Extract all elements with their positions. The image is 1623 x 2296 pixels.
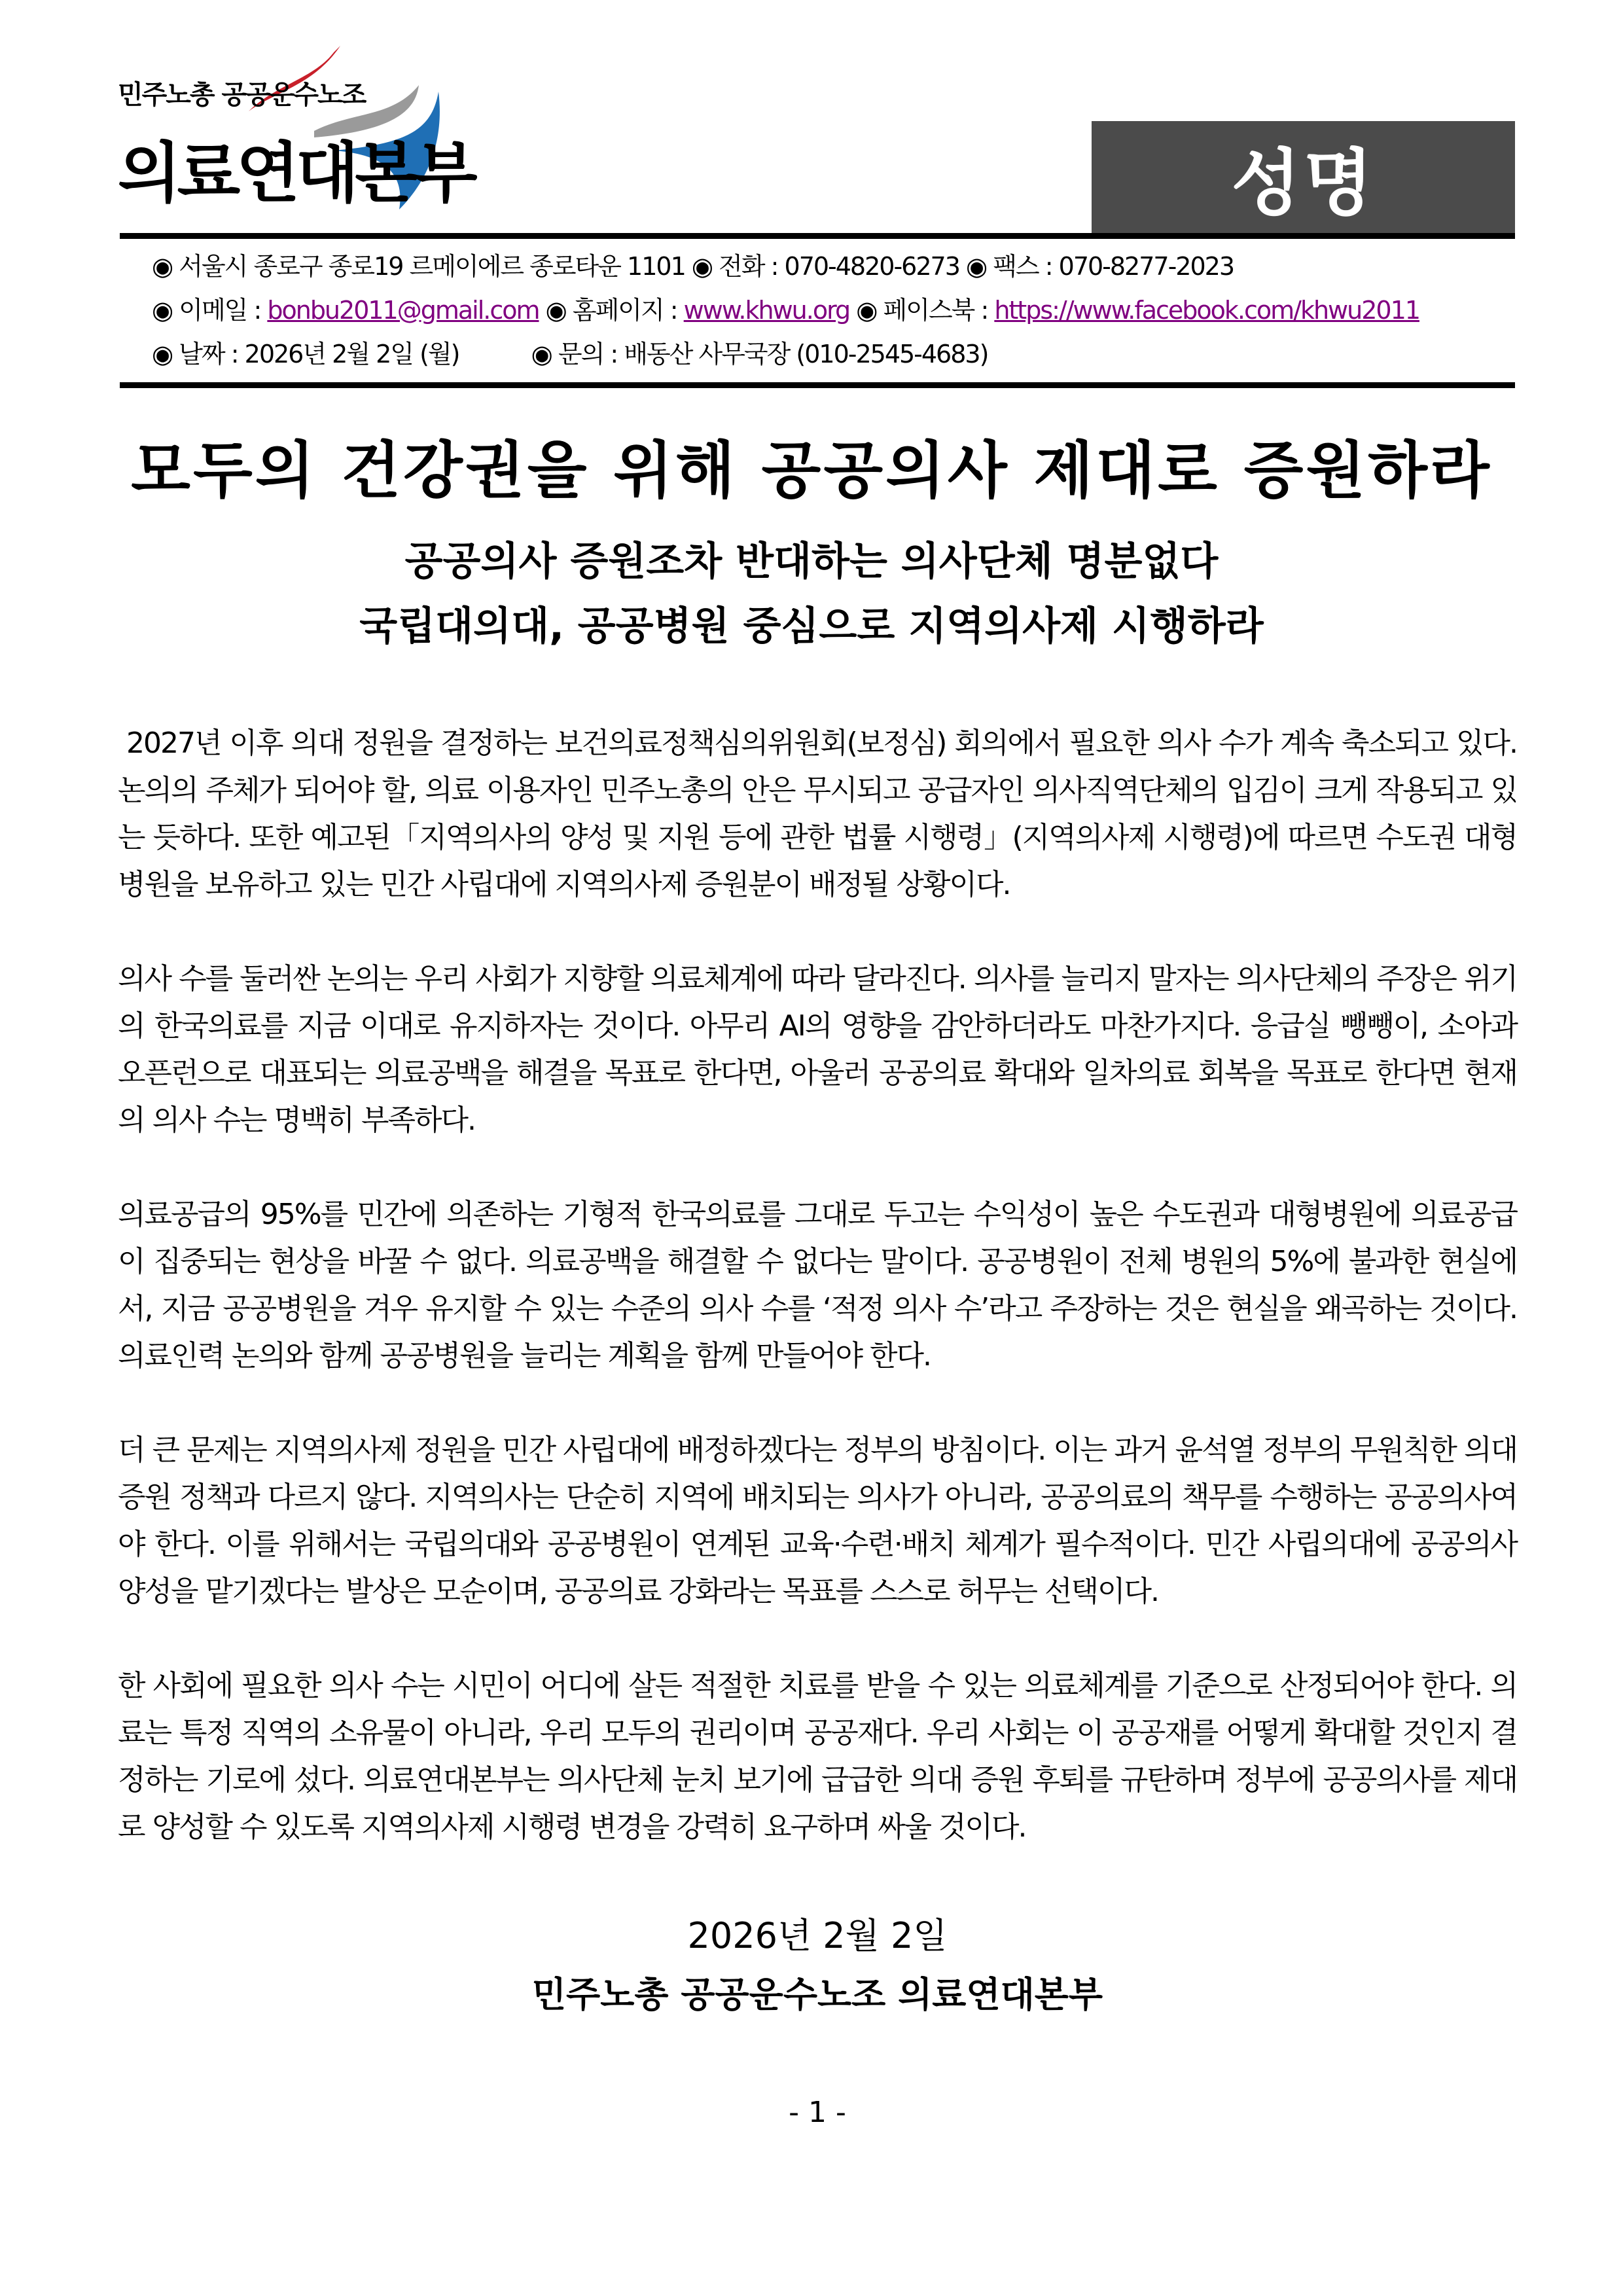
statement-title: 모두의 건강권을 위해 공공의사 제대로 증원하라: [131, 435, 1492, 507]
date: 2026년 2월 2일 (월): [244, 340, 459, 368]
bullet-icon: ◉: [856, 296, 877, 325]
homepage-link[interactable]: www.khwu.org: [683, 296, 850, 325]
info-divider: [120, 382, 1515, 388]
organization-logo: [118, 39, 563, 229]
paragraph: 2027년 이후 의대 정원을 결정하는 보건의료정책심의위원회(보정심) 회의에서 필요한 의사 수가 계속 축소되고 있다. 논의의 주체가 되어야 할, 의료 이용자인 민주노총의 안은 무시되고 공급자인 의사직역단체의 입김이 크게 작용되고 있는 듯하다. 또한 예고된「지역의사의 양성 및 지원 등에 관한 법률 시행령」(지역의사제 시행령)에 따르면 수도권 대형병원을 보유하고 있는 민간 사립대에 지역의사제 증원분이 배정될 상황이다.: [118, 726, 1525, 901]
paragraph: 의사 수를 둘러싼 논의는 우리 사회가 지향할 의료체계에 따라 달라진다. 의사를 늘리지 말자는 의사단체의 주장은 위기의 한국의료를 지금 이대로 유지하자는 것이다. 아무리 AI의 영향을 감안하더라도 마찬가지다. 응급실 뺑뺑이, 소아과 오픈런으로 대표되는 의료공백을 해결을 목표로 한다면, 아울러 공공의료 확대와 일차의료 회복을 목표로 한다면 현재의 의사 수는 명백히 부족하다.: [118, 962, 1517, 1137]
phone: 070-4820-6273: [784, 252, 959, 281]
fax: 070-8277-2023: [1058, 252, 1234, 281]
bullet-icon: ◉: [152, 296, 173, 325]
homepage-label: 홈페이지 :: [572, 296, 684, 325]
email-label: 이메일 :: [179, 296, 268, 325]
header-divider: [120, 233, 1515, 239]
footer-organization: 민주노총 공공운수노조 의료연대본부: [531, 1974, 1103, 2015]
paragraph: 의료공급의 95%를 민간에 의존하는 기형적 한국의료를 그대로 두고는 수익성이 높은 수도권과 대형병원에 의료공급이 집중되는 현상을 바꿀 수 없다. 의료공백을 해결할 수 없다는 말이다. 공공병원이 전체 병원의 5%에 불과한 현실에서, 지금 공공병원을 겨우 유지할 수 있는 수준의 의사 수를 ‘적정 의사 수’라고 주장하는 것은 현실을 왜곡하는 것이다. 의료인력 논의와 함께 공공병원을 늘리는 계획을 함께 만들어야 한다.: [118, 1198, 1517, 1372]
bullet-icon: ◉: [152, 340, 173, 368]
email-link[interactable]: bonbu2011@gmail.com: [267, 296, 539, 325]
bullet-icon: ◉: [965, 252, 987, 281]
address: 서울시 종로구 종로19 르메이에르 종로타운 1101: [179, 252, 685, 281]
date-label: 날짜 :: [179, 340, 245, 368]
info-line-web: [152, 294, 1419, 327]
paragraph: 더 큰 문제는 지역의사제 정원을 민간 사립대에 배정하겠다는 정부의 방침이다. 이는 과거 윤석열 정부의 무원칙한 의대 증원 정책과 다르지 않다. 지역의사는 단순히 지역에 배치되는 의사가 아니라, 공공의료의 책무를 수행하는 공공의사여야 한다. 이를 위해서는 국립의대와 공공병원이 연계된 교육·수련·배치 체계가 필수적이다. 민간 사립의대에 공공의사 양성을 맡기겠다는 발상은 모순이며, 공공의료 강화라는 목표를 스스로 허무는 선택이다.: [118, 1433, 1517, 1608]
info-line-date: [152, 338, 988, 370]
contact: 배동산 사무국장 (010-2545-4683): [624, 340, 988, 368]
bullet-icon: ◉: [545, 296, 566, 325]
subtitle-2: 국립대의대, 공공병원 중심으로 지역의사제 시행하라: [359, 603, 1264, 649]
page-number: - 1 -: [789, 2096, 846, 2129]
phone-label: 전화 :: [719, 252, 785, 281]
bullet-icon: ◉: [691, 252, 713, 281]
statement-content: [118, 720, 1525, 2159]
bullet-icon: ◉: [152, 252, 173, 281]
fax-label: 팩스 :: [993, 252, 1059, 281]
logo-subtitle: 민주노총 공공운수노조: [118, 80, 366, 110]
contact-label: 문의 :: [558, 340, 624, 368]
subtitle-1: 공공의사 증원조차 반대하는 의사단체 명분없다: [404, 539, 1219, 584]
document-type-badge: 성명: [1092, 121, 1515, 233]
facebook-link[interactable]: https://www.facebook.com/khwu2011: [994, 296, 1419, 325]
info-line-address: [152, 250, 1234, 283]
facebook-label: 페이스북 :: [883, 296, 995, 325]
statement-body: [118, 720, 1525, 1851]
bullet-icon: ◉: [531, 340, 552, 368]
logo-title: 의료연대본부: [118, 135, 474, 211]
footer-date: 2026년 2월 2일: [687, 1915, 948, 1956]
paragraph: 한 사회에 필요한 의사 수는 시민이 어디에 살든 적절한 치료를 받을 수 있는 의료체계를 기준으로 산정되어야 한다. 의료는 특정 직역의 소유물이 아니라, 우리 모두의 권리이며 공공재다. 우리 사회는 이 공공재를 어떻게 확대할 것인지 결정하는 기로에 섰다. 의료연대본부는 의사단체 눈치 보기에 급급한 의대 증원 후퇴를 규탄하며 정부에 공공의사를 제대로 양성할 수 있도록 지역의사제 시행령 변경을 강력히 요구하며 싸울 것이다.: [118, 1669, 1518, 1844]
